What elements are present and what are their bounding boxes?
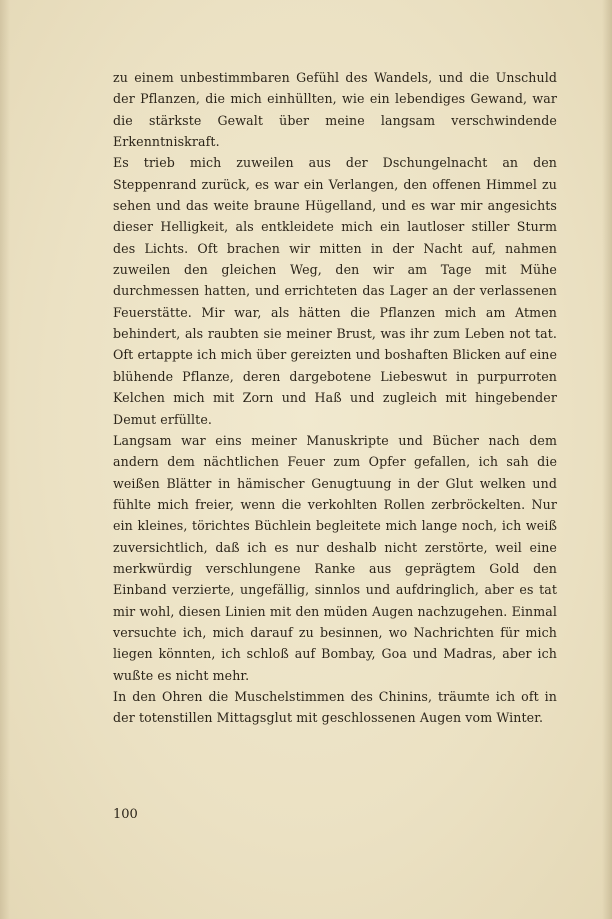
page-edge-right <box>602 0 612 919</box>
page-edge-left <box>0 0 10 919</box>
paragraph-1: zu einem unbestimmbaren Gefühl des Wandels, und die Unschuld der Pflanzen, die mich einhüllten, wie ein lebendiges Gewand, war die stärkste Gewalt über meine langsam verschwindende Erkenntniskraft. <box>113 70 557 150</box>
paragraph-2: Es trieb mich zuweilen aus der Dschungelnacht an den Steppenrand zurück, es war ein Verlangen, den offenen Himmel zu sehen und das weite braune Hügelland, und es war mir angesichts dieser Helligkeit, als entkleidete mich ein lautloser stiller Sturm des Lichts. Oft brachen wir mitten in der Nacht auf, nahmen zuweilen den gleichen Weg, den wir am Tage mit Mühe durchmessen hatten, und errichteten das Lager an der verlassenen Feuerstätte. Mir war, als hätten die Pflanzen mich am Atmen behindert, als raubten sie meiner Brust, was ihr zum Leben not tat. Oft ertappte ich mich über gereizten und boshaften Blicken auf eine blühende Pflanze, deren dargebotene Liebeswut in purpurroten Kelchen mich mit Zorn und Haß und zugleich mit hingebender Demut erfüllte. <box>113 155 557 427</box>
body-text <box>113 67 557 729</box>
paragraph-4: In den Ohren die Muschelstimmen des Chinins, träumte ich oft in der totenstillen Mittagsglut mit geschlossenen Augen vom Winter. <box>113 688 557 726</box>
page-number: 100 <box>113 807 138 822</box>
paragraph-3: Langsam war eins meiner Manuskripte und Bücher nach dem andern dem nächtlichen Feuer zum Opfer gefallen, ich sah die weißen Blätter in hämischer Genugtuung in der Glut welken und fühlte mich freier, wenn die verkohlten Rollen zerbröckelten. Nur ein kleines, törichtes Büchlein begleitete mich lange noch, ich weiß zuversichtlich, daß ich es nur deshalb nicht zerstörte, weil eine merkwürdig verschlungene Ranke aus geprägtem Gold den Einband verzierte, ungefällig, sinnlos und aufdringlich, aber es tat mir wohl, diesen Linien mit den müden Augen nachzugehen. Einmal versuchte ich, mich darauf zu besinnen, wo Nachrichten für mich liegen könnten, ich schloß auf Bombay, Goa und Madras, aber ich wußte es nicht mehr. <box>113 432 557 683</box>
